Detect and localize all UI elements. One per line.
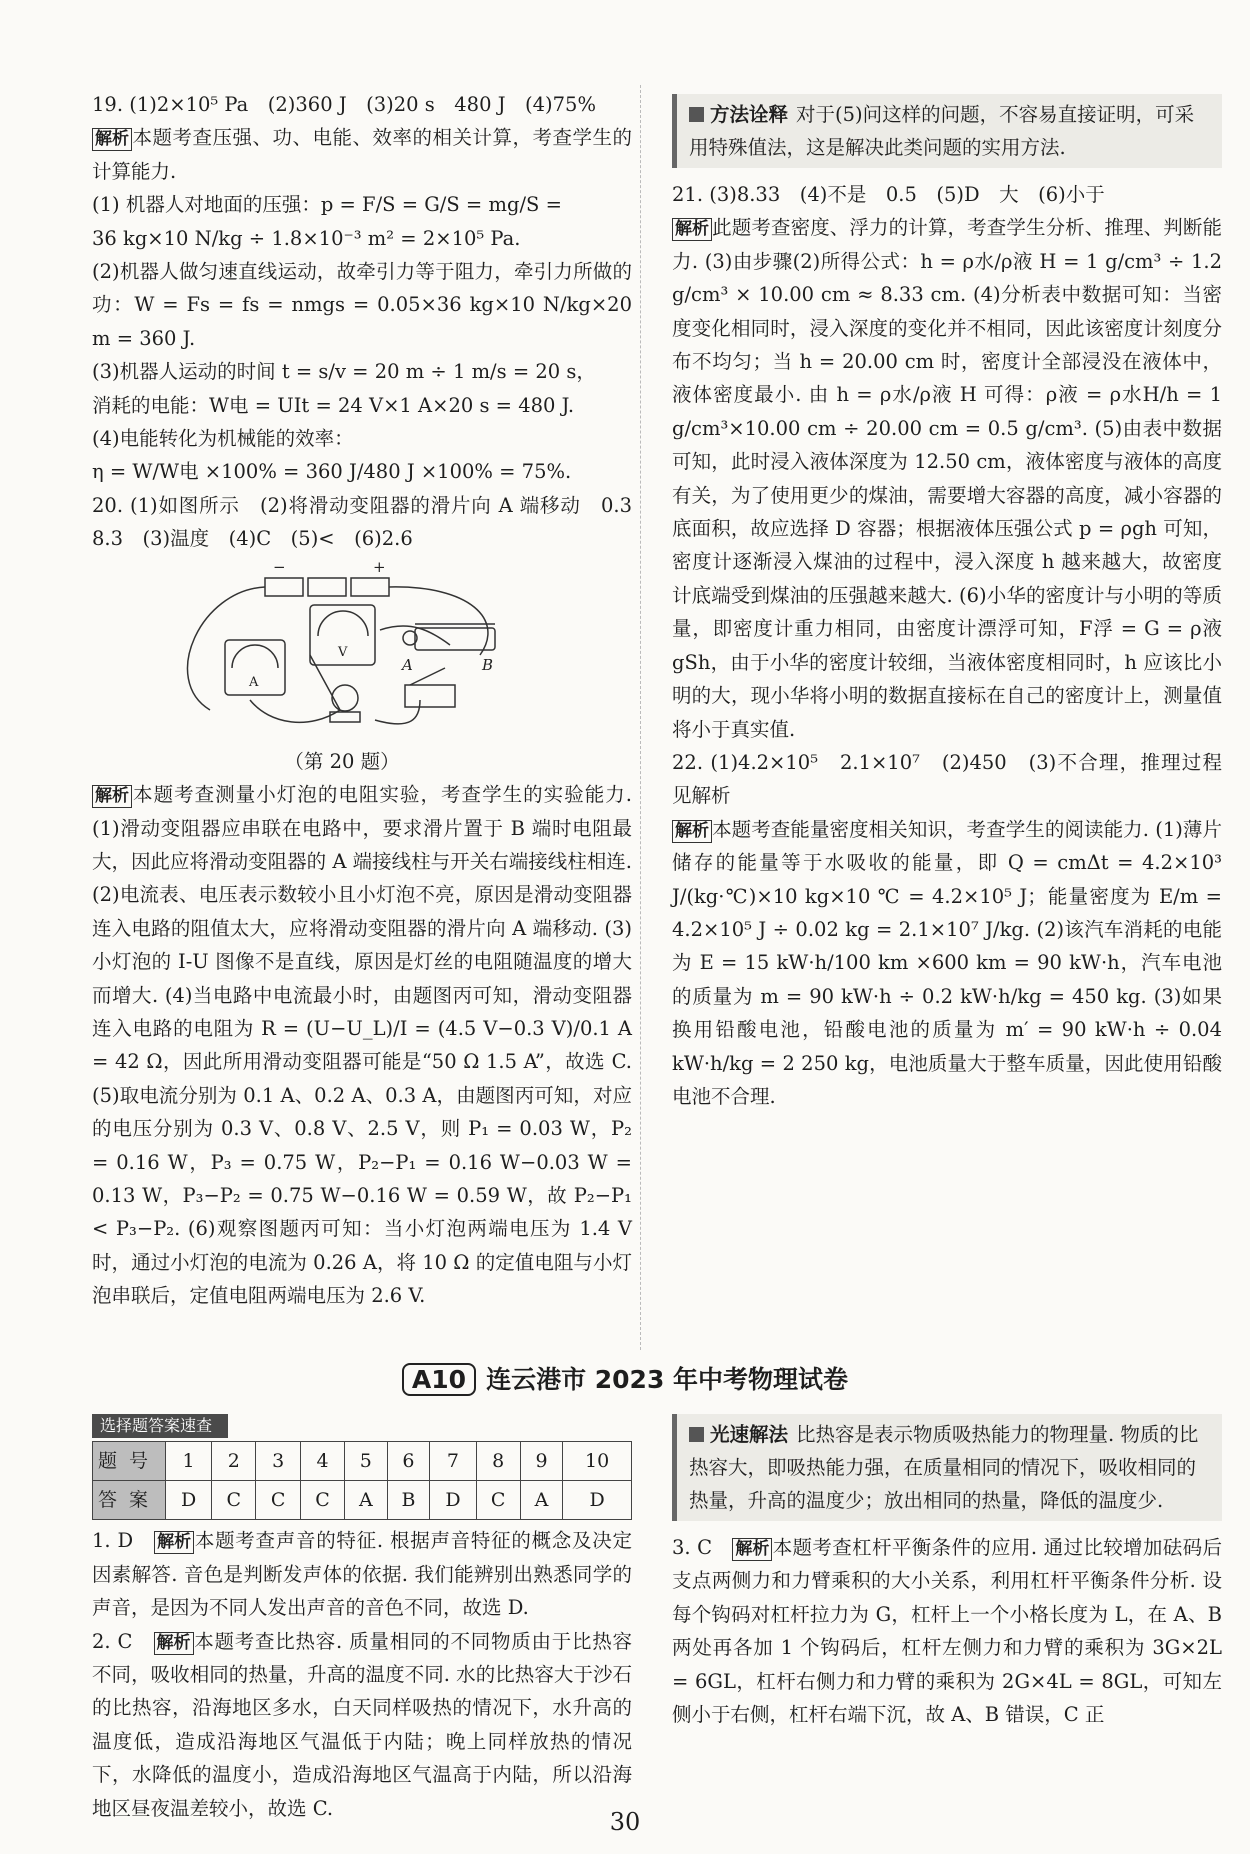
- question-number: 10: [563, 1442, 632, 1481]
- wire: [250, 700, 340, 722]
- answer-table: [92, 1441, 632, 1520]
- switch-blade: [410, 668, 445, 685]
- answer-cell: C: [256, 1481, 300, 1520]
- q19-line: 消耗的电能：W电 = UIt = 24 V×1 A×20 s = 480 J.: [92, 393, 575, 417]
- rheostat-end-a-label: A: [402, 655, 413, 674]
- switch-base: [405, 685, 455, 707]
- battery-cell: [308, 578, 346, 596]
- fast-solution-box: [672, 1414, 1222, 1521]
- battery-plus-label: +: [373, 559, 386, 576]
- question-number: 2: [212, 1442, 256, 1481]
- column-divider: [640, 85, 641, 1350]
- q22-analysis: 解析 本题考查能量密度相关知识，考查学生的阅读能力. (1)薄片储存的能量等于水吸收的能量，即 Q = cmΔt = 4.2×10³ J/(kg·℃)×10 kg×10 ℃ = 4.2×10⁵ J；能量密度为 E/m = 4.2×10⁵ J ÷ 0.02 kg = 2.1×10⁷ J/kg. (2)该汽车消耗的电能为 E = 15 kW·h/100 km ×600 km = 90 kW·h，汽车电池的质量为 m = 90 kW·h ÷ 0.2 kW·h/kg = 450 kg. (3)如果换用铅酸电池，铅酸电池的质量为 m′ = 90 kW·h ÷ 0.04 kW·h/kg = 2 250 kg，电池质量大于整车质量，因此使用铅酸电池不合理.: [672, 817, 1222, 1108]
- battery-minus-label: −: [273, 559, 286, 576]
- answer-cell: D: [430, 1481, 476, 1520]
- answer-cell: C: [212, 1481, 256, 1520]
- section-code: A10: [402, 1363, 476, 1396]
- box-icon: [689, 107, 704, 122]
- rheostat-end-b-label: B: [482, 655, 494, 674]
- wire: [375, 700, 420, 724]
- q19-line: (2)机器人做匀速直线运动，故牵引力等于阻力，牵引力所做的功：W = Fs = fs = nmgs = 0.05×36 kg×10 N/kg×20 m = 360 J.: [92, 260, 632, 350]
- analysis-tag: 解析: [672, 218, 712, 241]
- answer-cell: C: [300, 1481, 344, 1520]
- section-title: [0, 1360, 1250, 1396]
- question-number: 6: [387, 1442, 430, 1481]
- wire: [389, 587, 488, 655]
- analysis-tag: 解析: [732, 1538, 772, 1561]
- answer-cell: D: [166, 1481, 212, 1520]
- voltmeter-dial: [318, 611, 368, 636]
- answer-cell: B: [387, 1481, 430, 1520]
- battery-cell: [351, 578, 389, 596]
- method-box: [672, 94, 1222, 168]
- left-column: [92, 88, 652, 1313]
- q19-line: (3)机器人运动的时间 t = s/v = 20 m ÷ 1 m/s = 20 s，: [92, 360, 596, 384]
- q19-answer: 19. (1)2×10⁵ Pa (2)360 J (3)20 s 480 J (4)75%: [92, 93, 596, 116]
- question-number: 3: [256, 1442, 300, 1481]
- analysis-tag: 解析: [92, 128, 132, 151]
- question-number: 7: [430, 1442, 476, 1481]
- a1-explanation: 1. D 解析 本题考查声音的特征. 根据声音特征的概念及决定因素解答. 音色是判断发声体的依据. 我们能辨别出熟悉同学的声音，是因为不同人发出声音的音色不同，故选 D.: [92, 1529, 632, 1620]
- analysis-tag: 解析: [672, 820, 712, 843]
- circuit-diagram: [170, 560, 510, 745]
- q19-line: (1) 机器人对地面的压强：p = F/S = G/S = mg/S =: [92, 193, 562, 217]
- bulb: [332, 685, 358, 711]
- box-heading: 方法诠释: [710, 103, 789, 126]
- analysis-tag: 解析: [154, 1531, 194, 1554]
- q21-analysis: 解析 此题考查密度、浮力的计算，考查学生分析、推理、判断能力. (3)由步骤(2)所得公式：h = ρ水/ρ液 H = 1 g/cm³ ÷ 1.2 g/cm³ × 10.00 cm ≈ 8.33 cm. (4)分析表中数据可知：当密度变化相同时，浸入深度的变化并不相同，因此该密度计刻度分布不均匀；当 h = 20.00 cm 时，密度计全部浸没在液体中，液体密度最小. 由 h = ρ水/ρ液 H 可得：ρ液 = ρ水H/h = 1 g/cm³×10.00 cm ÷ 20.00 cm = 0.5 g/cm³. (5)由表中数据可知，此时浸入液体深度为 12.50 cm，液体密度与液体的高度有关，为了使用更少的煤油，需要增大容器的高度，减小容器的底面积，故应选择 D 容器；根据液体压强公式 p = ρgh 可知，密度计逐渐浸入煤油的过程中，浸入深度 h 越来越大，故密度计底端受到煤油的压强越来越大. (6)小华的密度计与小明的等质量，即密度计重力相同，由密度计漂浮可知，F浮 = G = ρ液 gSh，由于小华的密度计较细，当液体密度相同时，h 应该比小明的大，现小华将小明的数据直接标在自己的密度计上，测量值将小于真实值.: [672, 216, 1222, 741]
- figure-caption: （第 20 题）: [284, 749, 400, 773]
- battery-cell: [265, 578, 303, 596]
- choice-answers-column: [92, 1408, 632, 1825]
- answer-cell: C: [476, 1481, 520, 1520]
- voltmeter-label: V: [338, 644, 348, 660]
- answer-cell: D: [563, 1481, 632, 1520]
- answer-cell: A: [345, 1481, 387, 1520]
- choice-answers-right-column: [672, 1408, 1222, 1731]
- q19-analysis: 解析 本题考查压强、功、电能、效率的相关计算，考查学生的计算能力.: [92, 126, 632, 183]
- row-label: 答案: [93, 1481, 166, 1520]
- wire: [188, 587, 265, 710]
- a2-explanation: 2. C 解析 本题考查比热容. 质量相同的不同物质由于比热容不同，吸收相同的热量，升高的温度不同. 水的比热容大于沙石的比热容，沿海地区多水，白天同样吸热的情况下，水升高的温度低，造成沿海地区气温低于内陆；晚上同样放热的情况下，水降低的温度小，造成沿海地区气温高于内陆，所以沿海地区昼夜温差较小，故选 C.: [92, 1629, 632, 1820]
- box-heading: 光速解法: [710, 1423, 789, 1446]
- box-text: 对于(5)问这样的问题，不容易直接证明，可采用特殊值法，这是解决此类问题的实用方法.: [689, 103, 1195, 159]
- q20-answer: 20. (1)如图所示 (2)将滑动变阻器的滑片向 A 端移动 0.3 8.3 (3)温度 (4)C (5)< (6)2.6: [92, 493, 652, 551]
- question-number: 8: [476, 1442, 520, 1481]
- ammeter-label: A: [249, 674, 259, 690]
- question-number: 1: [166, 1442, 212, 1481]
- answer-cell: A: [520, 1481, 562, 1520]
- answer-table-row: [93, 1481, 632, 1520]
- analysis-tag: 解析: [154, 1632, 194, 1655]
- answer-table-row: [93, 1442, 632, 1481]
- question-number: 5: [345, 1442, 387, 1481]
- q22-answer: 22. (1)4.2×10⁵ 2.1×10⁷ (2)450 (3)不合理，推理过程见解析: [672, 750, 1222, 808]
- q19-line: 36 kg×10 N/kg ÷ 1.8×10⁻³ m² = 2×10⁵ Pa.: [92, 226, 521, 250]
- row-label: 题号: [93, 1442, 166, 1481]
- q21-answer: 21. (3)8.33 (4)不是 0.5 (5)D 大 (6)小于: [672, 183, 1105, 206]
- a3-explanation: 3. C 解析 本题考查杠杆平衡条件的应用. 通过比较增加砝码后支点两侧力和力臂乘积的大小关系，利用杠杆平衡条件分析. 设每个钩码对杠杆拉力为 G，杠杆上一个小格长度为 L，在 A、B 两处再各加 1 个钩码后，杠杆左侧力和力臂的乘积为 3G×2L = 6GL，杠杆右侧力和力臂的乘积为 2G×4L = 8GL，可知左侧小于右侧，杠杆右端下沉，故 A、B 错误，C 正: [672, 1536, 1222, 1727]
- wire: [310, 655, 340, 710]
- q20-analysis: 解析 本题考查测量小灯泡的电阻实验，考查学生的实验能力. (1)滑动变阻器应串联在电路中，要求滑片置于 B 端时电阻最大，因此应将滑动变阻器的 A 端接线柱与开关右端接线柱相连. (2)电流表、电压表示数较小且小灯泡不亮，原因是滑动变阻器连入电路的阻值太大，应将滑动变阻器的滑片向 A 端移动. (3)小灯泡的 I-U 图像不是直线，原因是灯丝的电阻随温度的增大而增大. (4)当电路中电流最小时，由题图丙可知，滑动变阻器连入电路的电阻为 R = (U−U_L)/I = (4.5 V−0.3 V)/0.1 A = 42 Ω，因此所用滑动变阻器可能是“50 Ω 1.5 A”，故选 C. (5)取电流分别为 0.1 A、0.2 A、0.3 A，由题图丙可知，对应的电压分别为 0.3 V、0.8 V、2.5 V，则 P₁ = 0.03 W，P₂ = 0.16 W，P₃ = 0.75 W，P₂−P₁ = 0.16 W−0.03 W = 0.13 W，P₃−P₂ = 0.75 W−0.16 W = 0.59 W，故 P₂−P₁ < P₃−P₂. (6)观察图题丙可知：当小灯泡两端电压为 1.4 V 时，通过小灯泡的电流为 0.26 A，将 10 Ω 的定值电阻与小灯泡串联后，定值电阻两端电压为 2.6 V.: [92, 783, 632, 1308]
- box-icon: [689, 1427, 704, 1442]
- right-column: [672, 88, 1222, 1113]
- box-text: 比热容是表示物质吸热能力的物理量. 物质的比热容大，即吸热能力强，在质量相同的情况下，吸收相同的热量，升高的温度少；放出相同的热量，降低的温度少.: [689, 1423, 1199, 1512]
- q19-line: η = W/W电 ×100% = 360 J/480 J ×100% = 75%.: [92, 460, 572, 484]
- page-number: 30: [609, 1808, 641, 1836]
- analysis-tag: 解析: [92, 785, 132, 808]
- question-number: 4: [300, 1442, 344, 1481]
- ammeter-dial: [232, 645, 278, 668]
- question-number: 9: [520, 1442, 562, 1481]
- q19-line: (4)电能转化为机械能的效率：: [92, 427, 354, 451]
- answer-table-label: 选择题答案速查: [92, 1414, 228, 1438]
- section-title-text: 连云港市 2023 年中考物理试卷: [486, 1365, 849, 1394]
